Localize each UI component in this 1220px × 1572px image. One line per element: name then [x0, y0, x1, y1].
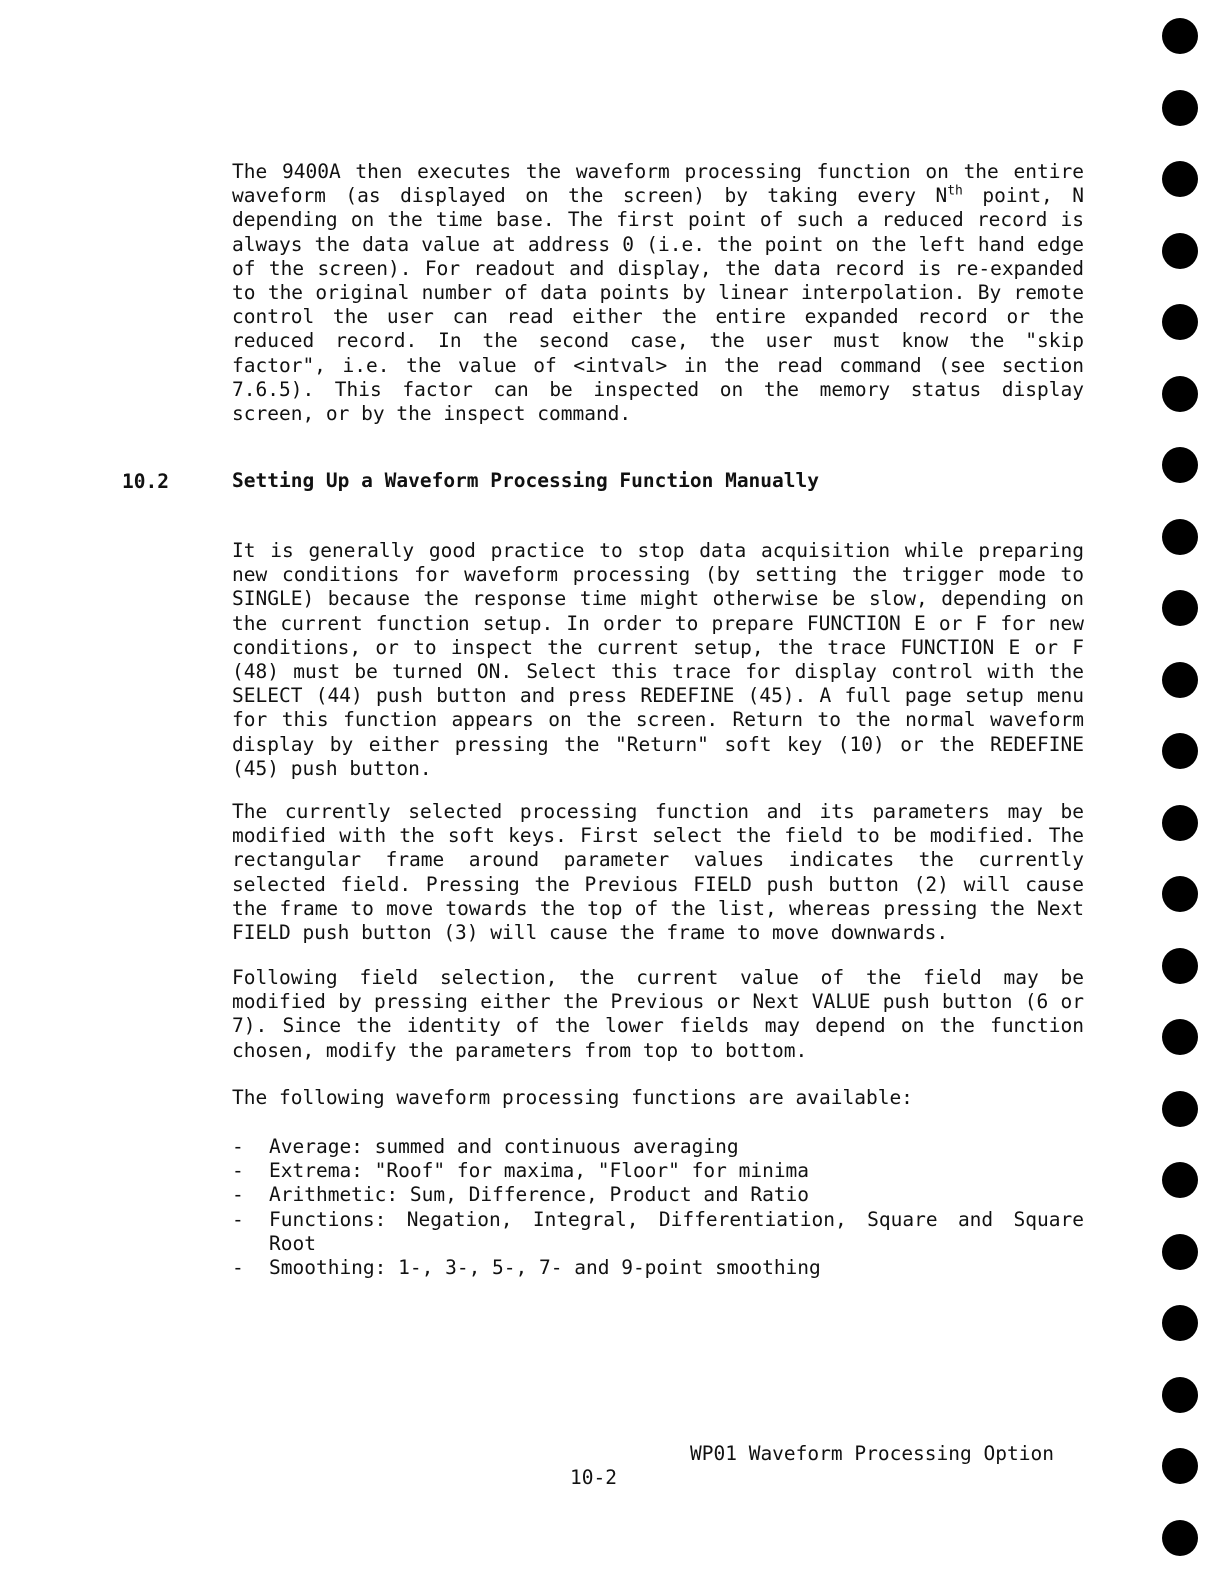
list-dash: -: [232, 1256, 244, 1280]
list-item-text: Arithmetic: Sum, Difference, Product and Ratio: [269, 1183, 810, 1207]
binder-hole: [1162, 1091, 1198, 1127]
binder-hole: [1162, 233, 1198, 269]
binder-hole: [1162, 876, 1198, 912]
list-dash: -: [232, 1183, 244, 1207]
value-modification-paragraph: Following field selection, the current value of the field may be modified by pressing either the Previous or Next VALUE push button (6 or 7). Since the identity of the lower fields may depend on the function chosen, modify the parameters from top to bottom.: [232, 966, 1084, 1062]
binder-hole: [1162, 161, 1198, 197]
binder-hole: [1162, 590, 1198, 626]
function-list: [232, 1135, 1084, 1280]
list-dash: -: [232, 1207, 244, 1231]
list-item: [232, 1208, 1084, 1256]
field-selection-paragraph: The currently selected processing function and its parameters may be modified with the soft keys. First select the field to be modified. The rectangular frame around parameter values indicates the currently selected field. Pressing the Previous FIELD push button (2) will cause the frame to move towards the top of the list, whereas pressing the Next FIELD push button (3) will cause the frame to move downwards.: [232, 800, 1084, 945]
section-title: Setting Up a Waveform Processing Function Manually: [232, 469, 819, 492]
binder-hole: [1162, 948, 1198, 984]
list-item: [232, 1135, 1084, 1159]
functions-intro-paragraph: The following waveform processing functions are available:: [232, 1086, 913, 1109]
binder-hole: [1162, 376, 1198, 412]
binder-hole: [1162, 662, 1198, 698]
binder-hole: [1162, 1448, 1198, 1484]
binder-hole: [1162, 519, 1198, 555]
binder-hole: [1162, 1520, 1198, 1556]
intro-text-start: The 9400A then executes the waveform processing function on the entire waveform (as displayed on the screen) by taking every N: [232, 160, 1084, 208]
list-dash: -: [232, 1159, 244, 1183]
page-number: 10-2: [570, 1466, 617, 1489]
binder-hole: [1162, 805, 1198, 841]
list-item: [232, 1183, 1084, 1207]
list-item-text: Extrema: "Roof" for maxima, "Floor" for minima: [269, 1159, 810, 1183]
list-item-text: Average: summed and continuous averaging: [269, 1135, 739, 1158]
intro-text-end: point, N depending on the time base. The first point of such a reduced record is always the data value at address 0 (i.e. the point on the left hand edge of the screen). For readout and display, the data record is re-expanded to the original number of data points by linear interpolation. By remote control the user can read either the entire expanded record or the reduced record. In the second case, the user must know the "skip factor", i.e. the value of <intval> in the read command (see section 7.6.5). This factor can be inspected on the memory status display screen, or by the inspect command.: [232, 184, 1084, 426]
binder-hole: [1162, 1019, 1198, 1055]
binder-hole: [1162, 1377, 1198, 1413]
binder-hole: [1162, 1234, 1198, 1270]
list-dash: -: [232, 1135, 244, 1158]
binder-hole: [1162, 18, 1198, 54]
list-item-text: Functions: Negation, Integral, Differentiation, Square and Square Root: [269, 1207, 1084, 1255]
nth-superscript: th: [947, 183, 963, 199]
list-item-text: Smoothing: 1-, 3-, 5-, 7- and 9-point smoothing: [269, 1256, 821, 1280]
intro-paragraph: [232, 160, 1084, 426]
list-item: [232, 1256, 1084, 1280]
binder-hole: [1162, 1162, 1198, 1198]
section-number: 10.2: [122, 470, 169, 493]
binder-hole: [1162, 1305, 1198, 1341]
binder-hole: [1162, 90, 1198, 126]
binder-hole: [1162, 447, 1198, 483]
footer-title: WP01 Waveform Processing Option: [690, 1442, 1054, 1465]
setup-paragraph: It is generally good practice to stop data acquisition while preparing new conditions for waveform processing (by setting the trigger mode to SINGLE) because the response time might otherwise be slow, depending on the current function setup. In order to prepare FUNCTION E or F for new conditions, or to inspect the current setup, the trace FUNCTION E or F (48) must be turned ON. Select this trace for display control with the SELECT (44) push button and press REDEFINE (45). A full page setup menu for this function appears on the screen. Return to the normal waveform display by either pressing the "Return" soft key (10) or the REDEFINE (45) push button.: [232, 539, 1084, 780]
binder-hole: [1162, 304, 1198, 340]
binder-holes: [1162, 0, 1202, 1572]
binder-hole: [1162, 733, 1198, 769]
list-item: [232, 1159, 1084, 1183]
